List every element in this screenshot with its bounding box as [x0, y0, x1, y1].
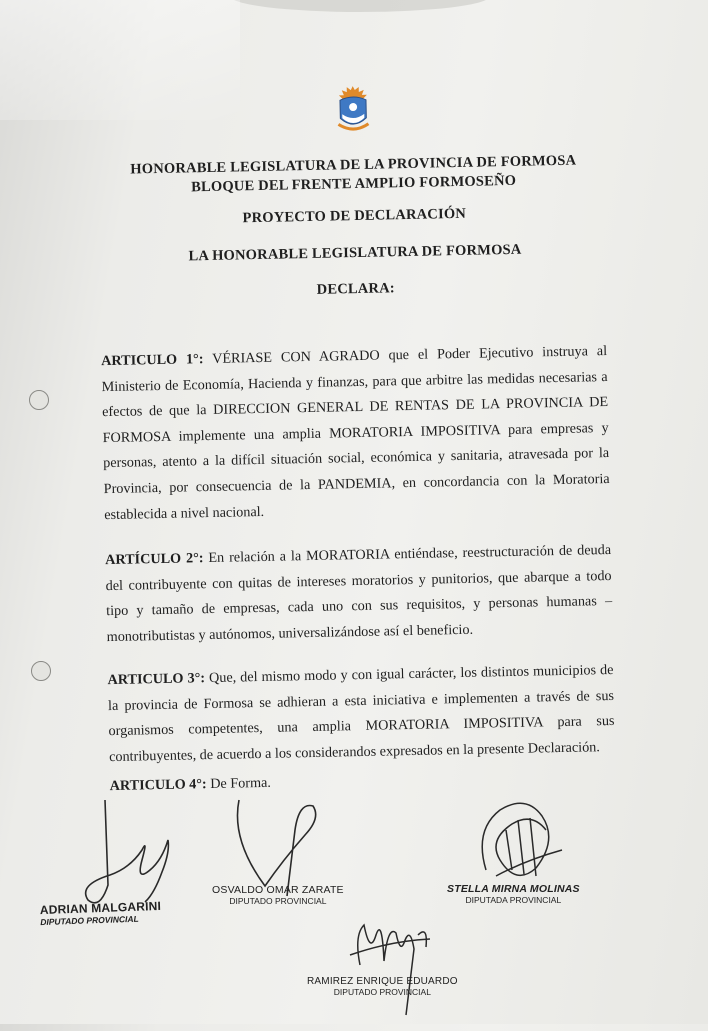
- article-4-label: ARTICULO 4°:: [109, 776, 207, 795]
- legislature-title: HONORABLE LEGISLATURA DE LA PROVINCIA DE FORMOSA: [130, 152, 577, 178]
- article-4-text: De Forma.: [206, 774, 272, 793]
- signer-role: DIPUTADO PROVINCIAL: [333, 987, 431, 997]
- signature-block-ramirez: [307, 976, 458, 997]
- article-1: [101, 339, 610, 528]
- declares-heading: DECLARA:: [316, 280, 395, 298]
- signer-name: RAMIREZ ENRIQUE EDUARDO: [307, 976, 458, 987]
- signature-block-malgarini: [40, 899, 162, 927]
- signature-molinas: [466, 790, 576, 890]
- bloc-title: BLOQUE DEL FRENTE AMPLIO FORMOSEÑO: [190, 172, 517, 196]
- legislature-subtitle: LA HONORABLE LEGISLATURA DE FORMOSA: [188, 241, 522, 265]
- signer-name: OSVALDO OMAR ZARATE: [212, 884, 344, 896]
- article-2: [105, 538, 613, 651]
- signature-ramirez: [330, 895, 440, 1020]
- signer-name: ADRIAN MALGARINI: [39, 898, 162, 918]
- article-3-text: Que, del mismo modo y con igual carácter, los distintos municipios de la provincia de Formosa se adhieran a esta iniciativa e implementen a través de sus organismos competentes, una amplia MORATORIA IMPOSITIVA para sus contribuyentes, de acuerdo a los considerandos expresados en la presente Declaración.: [107, 661, 615, 765]
- signer-role: DIPUTADA PROVINCIAL: [465, 895, 562, 905]
- signer-role: DIPUTADO PROVINCIAL: [229, 896, 327, 906]
- article-1-text: VÉRIASE CON AGRADO que el Poder Ejecutivo instruya al Ministerio de Economía, Hacienda y finanzas, para que arbitre las medidas necesarias a efectos de que la DIRECCION GENERAL DE RENTAS DE LA PROVINCIA DE FORMOSA implemente una amplia MORATORIA IMPOSITIVA para empresas y personas, atento a la difícil situación social, económica y sanitaria, atravesada por la Provincia, por consecuencia de la PANDEMIA, en concordancia con la Moratoria establecida a nivel nacional.: [101, 343, 610, 523]
- article-1-label: ARTICULO 1°:: [101, 351, 204, 370]
- signer-role: DIPUTADO PROVINCIAL: [40, 913, 139, 928]
- article-3: [107, 658, 615, 771]
- article-2-label: ARTÍCULO 2°:: [104, 550, 204, 569]
- project-title: PROYECTO DE DECLARACIÓN: [242, 205, 467, 227]
- provincial-crest-icon: [334, 84, 373, 137]
- signer-name: STELLA MIRNA MOLINAS: [447, 883, 580, 895]
- signature-block-zarate: [212, 884, 344, 906]
- article-2-text: En relación a la MORATORIA entiéndase, reestructuración de deuda del contribuyente con quitas de intereses moratorios y punitorios, que abarque a todo tipo y tamaño de empresas, cada uno con sus requisitos, y personas humanas – monotributistas y autónomos, universalizándose así el beneficio.: [105, 541, 613, 645]
- signature-block-molinas: [447, 883, 580, 905]
- article-3-label: ARTICULO 3°:: [107, 670, 206, 689]
